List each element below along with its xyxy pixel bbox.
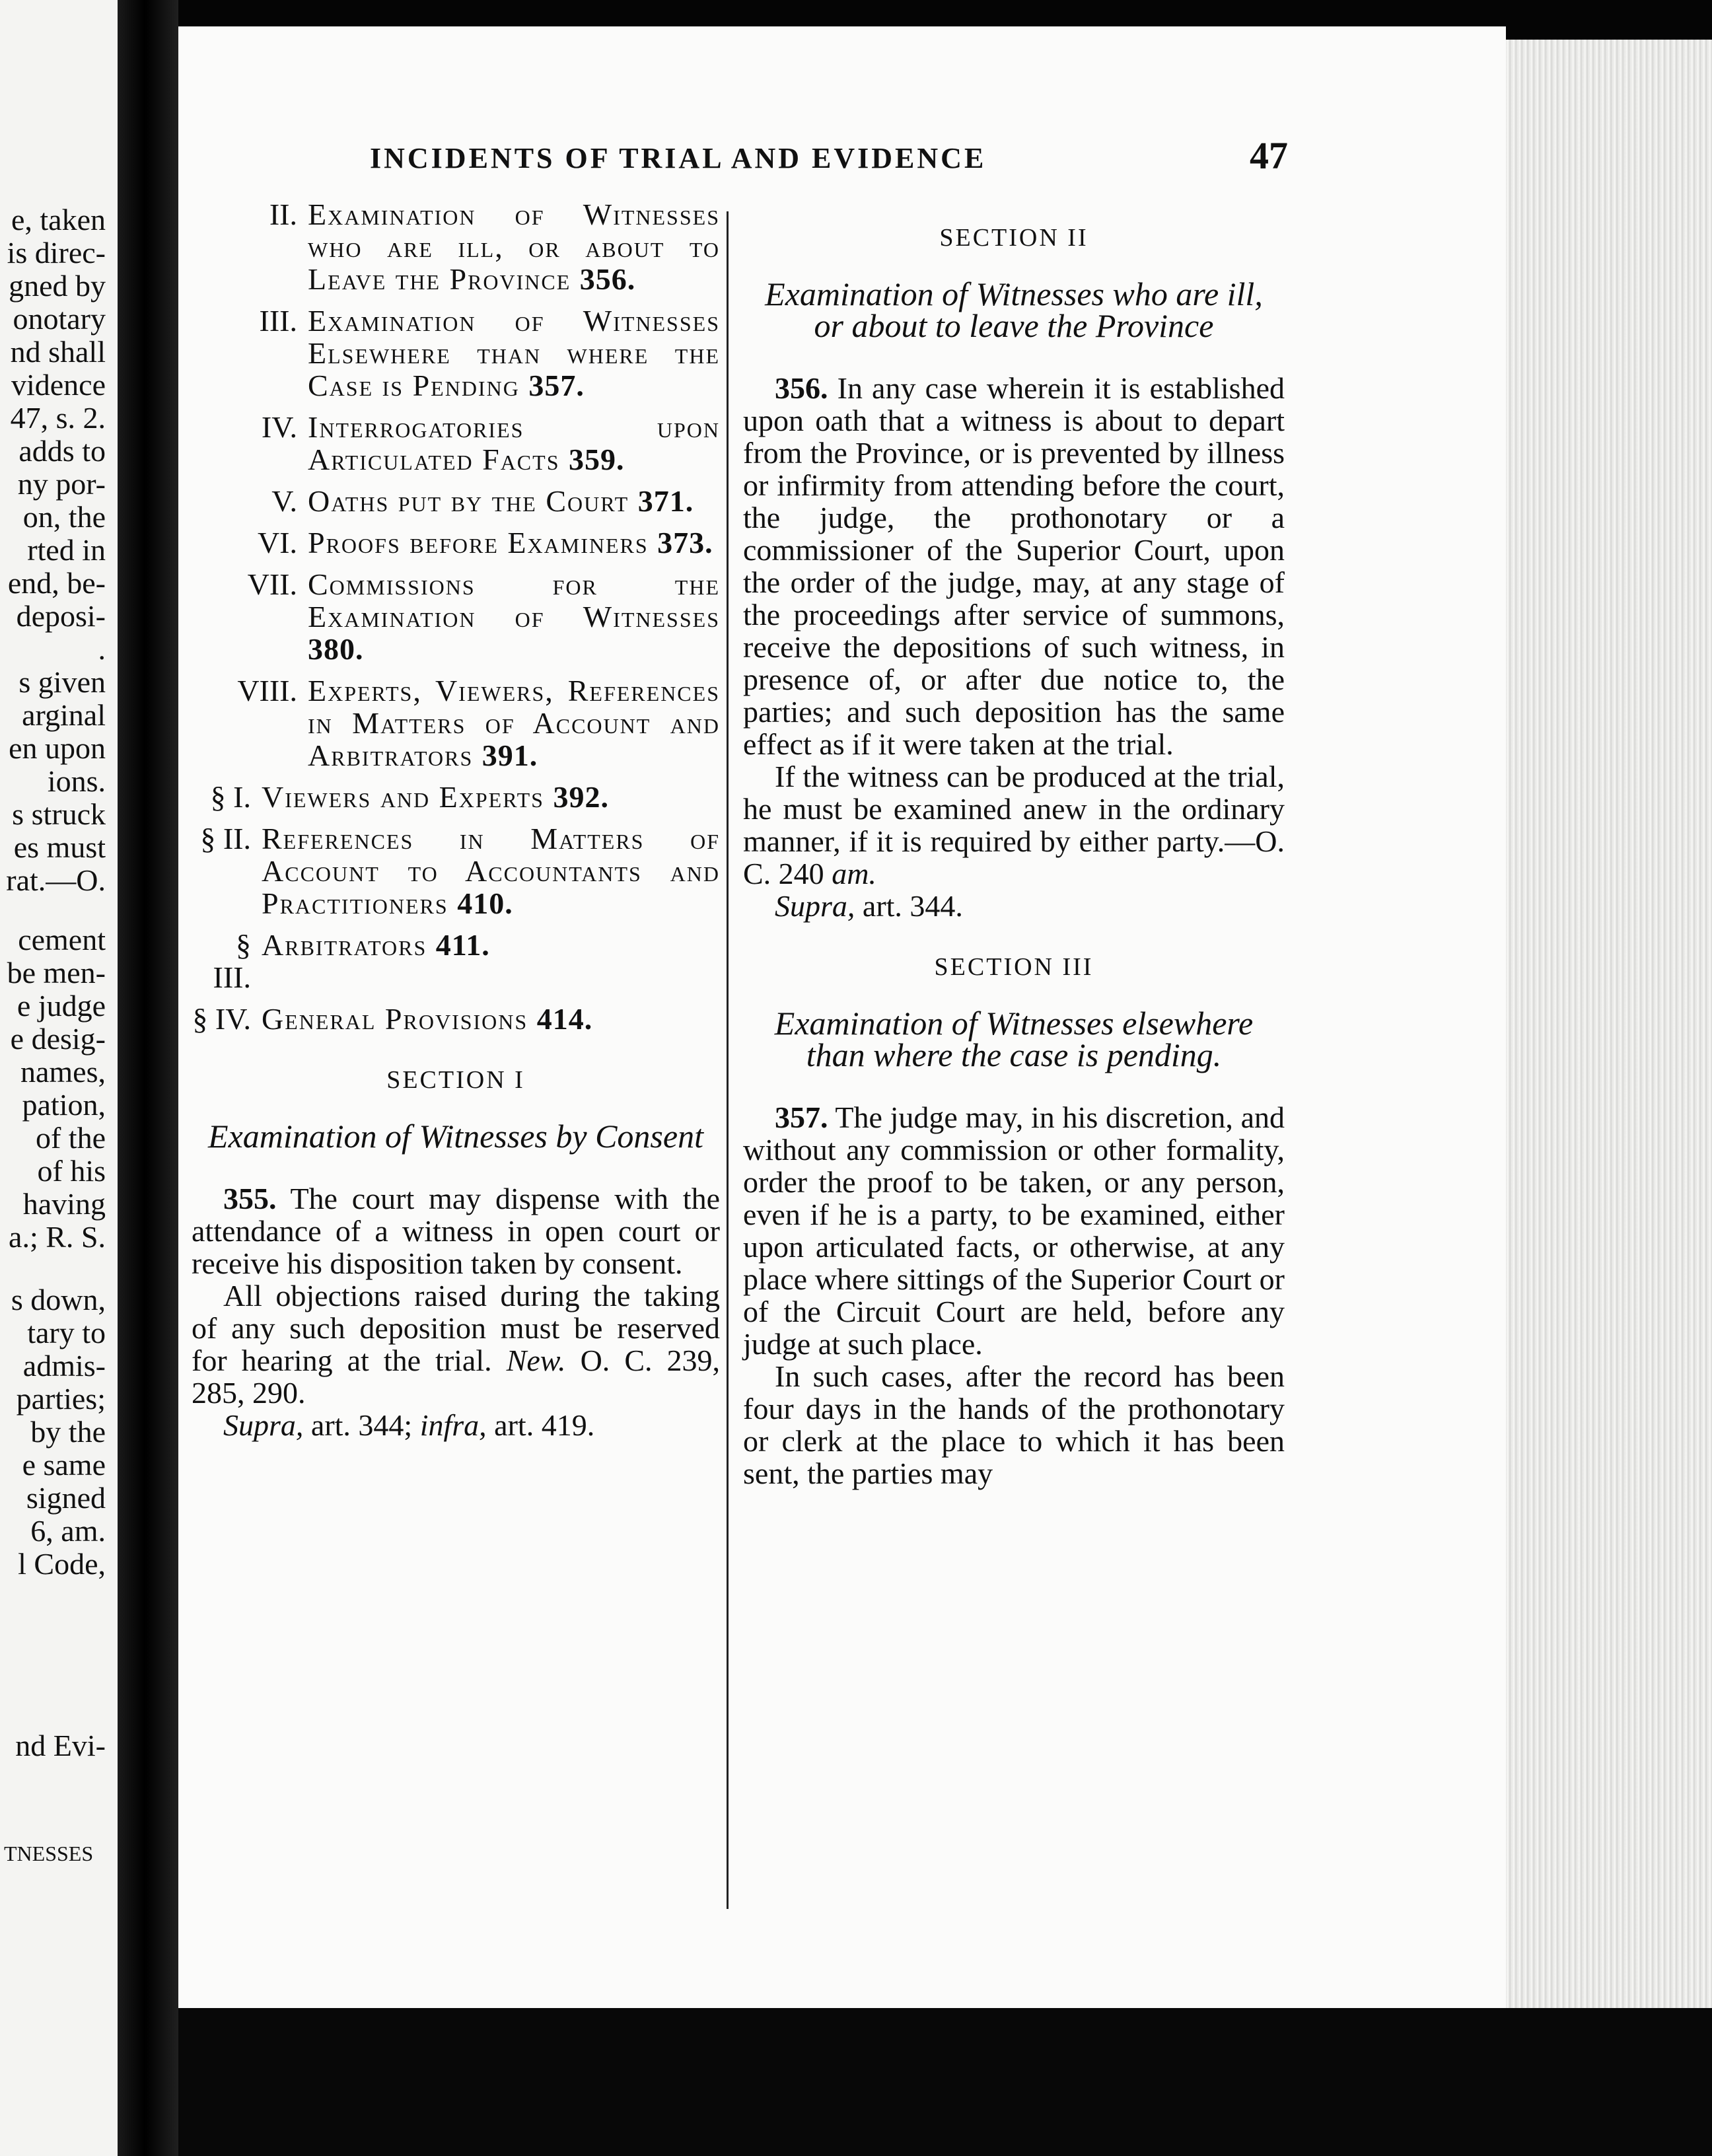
- contents-entry-title: Arbitrators: [262, 928, 427, 962]
- section-label: SECTION I: [386, 1066, 525, 1094]
- left-page-fragment: parties;: [16, 1382, 106, 1416]
- contents-entry-article: 410.: [457, 886, 513, 920]
- article-text: The judge may, in his discretion, and without any commission or other formality, order the proof to be taken, or any person, even if he is a party, to be examined, either upon articulated facts, or otherwise, at any place where sittings of the Superior Court or of the Circuit Court are held, before any judge at such place.: [743, 1100, 1285, 1361]
- left-page-fragment: onotary: [13, 302, 106, 336]
- left-page-fragment: e desig-: [10, 1022, 106, 1056]
- contents-entry-article: 414.: [536, 1002, 593, 1036]
- contents-entry: [192, 568, 720, 665]
- contents-list: [192, 198, 720, 772]
- article-paragraph: [192, 1279, 720, 1409]
- left-page-fragment: end, be-: [7, 566, 106, 600]
- article-paragraph: [743, 760, 1285, 890]
- page-number: 47: [1250, 134, 1288, 177]
- contents-entry: [192, 305, 720, 402]
- left-page-fragment: is direc-: [7, 236, 106, 270]
- right-column: [743, 198, 1285, 1490]
- contents-entry-article: 392.: [553, 780, 609, 814]
- left-page-fragment: s given: [18, 665, 106, 699]
- citation: O. C. 239, 285, 290.: [192, 1344, 721, 1410]
- left-page-fragment: of the: [35, 1121, 106, 1155]
- cross-reference: [192, 1409, 720, 1441]
- left-column: [192, 198, 720, 1441]
- citation-italic: infra,: [419, 1408, 487, 1442]
- citation-italic: Supra,: [223, 1408, 304, 1442]
- left-page-fragment: 6, am.: [30, 1514, 106, 1548]
- contents-entry-title: General Provisions: [262, 1002, 528, 1036]
- left-page-fragment: .: [98, 632, 106, 666]
- contents-entry: [192, 781, 720, 813]
- left-page-fragment: TNESSES: [4, 1842, 94, 1865]
- left-page-fragment: nd shall: [10, 335, 106, 369]
- contents-entry-body: [262, 781, 720, 813]
- article-paragraph: [192, 1182, 720, 1279]
- left-page-fragment: vidence: [11, 368, 106, 402]
- left-page-fragment: deposi-: [16, 599, 106, 633]
- cross-reference: [743, 890, 1285, 922]
- contents-entry-number: § I.: [210, 780, 251, 814]
- left-page-fragment: gned by: [9, 269, 106, 303]
- citation-italic: New.: [506, 1344, 566, 1377]
- article-number: 355.: [223, 1182, 277, 1215]
- left-page-fragment: admis-: [22, 1349, 106, 1383]
- left-page-fragment: a.; R. S.: [9, 1220, 106, 1254]
- article-text: In any case wherein it is established upon oath that a witness is about to depart from the Province, or is prevented by illness or infirmity from attending before the court, the judge, the prothonotary or a commissioner of the Superior Court, upon the order of the judge, may, at any stage of the proceedings after service of summons, receive the depositions of such witness, in presence of, or after due notice to, the parties; and such deposition has the same effect as if it were taken at the trial.: [743, 371, 1285, 761]
- contents-entry-number: § III.: [213, 928, 251, 994]
- contents-entry-number: VI.: [257, 526, 297, 559]
- article-number: 356.: [775, 371, 828, 405]
- contents-entry-number: VIII.: [237, 674, 297, 707]
- left-page-fragment: e same: [22, 1448, 106, 1482]
- left-page-fragment: cement: [18, 923, 106, 956]
- left-page-fragment: rat.—O.: [6, 863, 106, 897]
- citation-italic: Supra,: [775, 889, 855, 923]
- left-page-fragment: tary to: [27, 1316, 106, 1349]
- contents-entry-article: 356.: [579, 262, 636, 296]
- contents-entry: [192, 411, 720, 476]
- left-page-fragment: signed: [26, 1481, 106, 1515]
- article-text: If the witness can be produced at the trial, he must be examined anew in the ordinary manner, if it is required by either party.—O. C. 240: [743, 760, 1285, 890]
- left-page-fragment: e judge: [17, 989, 106, 1023]
- article-text: The court may dispense with the attendance of a witness in open court or receive his disposition taken by consent.: [192, 1182, 720, 1280]
- contents-entry-body: [308, 674, 720, 772]
- left-page-fragment: arginal: [22, 698, 106, 732]
- contents-entry: [192, 526, 720, 559]
- contents-entry-body: [308, 526, 720, 559]
- section-title: Examination of Witnesses elsewhere than where the case is pending.: [774, 1005, 1254, 1073]
- citation: art. 344;: [310, 1408, 413, 1442]
- section-title: Examination of Witnesses by Consent: [208, 1118, 703, 1155]
- contents-entry: [192, 485, 720, 517]
- contents-entry-number: § II.: [200, 822, 251, 855]
- left-page-fragment: s struck: [12, 797, 106, 831]
- left-page-fragment: es must: [13, 830, 106, 864]
- citation-italic: am.: [832, 857, 876, 890]
- left-page-fragment: names,: [20, 1055, 106, 1089]
- contents-entry-number: § IV.: [192, 1002, 251, 1036]
- book-gutter: [118, 0, 178, 2156]
- left-page-fragment: ions.: [47, 764, 106, 798]
- page-header: [370, 132, 1308, 185]
- contents-entry-article: 380.: [308, 632, 364, 666]
- article-paragraph: [743, 372, 1285, 760]
- contents-entry-number: V.: [271, 484, 297, 518]
- contents-entry-number: III.: [259, 304, 297, 338]
- contents-entry-title: Interrogatories upon Articulated Facts: [308, 410, 720, 476]
- left-page-fragment: l Code,: [18, 1547, 106, 1581]
- article-paragraph: [743, 1101, 1285, 1360]
- left-page-fragment: on, the: [22, 500, 106, 534]
- contents-entry-article: 359.: [569, 443, 625, 476]
- contents-entry-body: [308, 568, 720, 665]
- contents-entry-article: 391.: [482, 738, 538, 772]
- left-page-fragment: pation,: [22, 1088, 106, 1122]
- contents-entry: [192, 198, 720, 295]
- contents-entry-title: References in Matters of Account to Accountants and Practitioners: [262, 822, 720, 920]
- contents-entry-article: 357.: [528, 369, 585, 402]
- page-stack-edge: [1506, 40, 1712, 2008]
- contents-entry-article: 411.: [435, 928, 490, 962]
- contents-sublist: [192, 781, 720, 1035]
- citation: art. 419.: [494, 1408, 595, 1442]
- contents-entry-title: Experts, Viewers, References in Matters of Account and Arbitrators: [308, 674, 720, 772]
- column-divider: [727, 211, 729, 1909]
- contents-entry-number: IV.: [261, 410, 297, 444]
- left-page-fragment: 47, s. 2.: [10, 401, 106, 435]
- contents-entry-title: Commissions for the Examination of Witnesses: [308, 567, 720, 633]
- article-text: All objections raised during the taking of any such deposition must be reserved for hearing at the trial.: [192, 1279, 720, 1377]
- left-page-fragment: having: [22, 1187, 106, 1221]
- contents-entry-title: Examination of Witnesses Elsewhere than where the Case is Pending: [308, 304, 720, 402]
- contents-entry-body: [308, 305, 720, 402]
- left-page-fragment: nd Evi-: [15, 1729, 106, 1762]
- left-page-fragment: e, taken: [11, 203, 106, 236]
- left-page-fragment: en upon: [9, 731, 106, 765]
- left-page-fragment: adds to: [18, 434, 106, 468]
- article-number: 357.: [775, 1100, 828, 1134]
- contents-entry-body: [308, 411, 720, 476]
- section-title: Examination of Witnesses who are ill, or about to leave the Province: [765, 275, 1263, 344]
- contents-entry-title: Examination of Witnesses who are ill, or about to Leave the Province: [308, 198, 720, 296]
- left-page-fragment: by the: [30, 1415, 106, 1449]
- article-paragraph: [743, 1360, 1285, 1490]
- contents-entry-number: II.: [269, 198, 297, 231]
- contents-entry-body: [262, 929, 720, 993]
- scan-background: [178, 2008, 1712, 2156]
- left-page-fragment: s down,: [11, 1283, 106, 1316]
- contents-entry: [192, 822, 720, 919]
- contents-entry-body: [308, 485, 720, 517]
- citation: art. 344.: [862, 889, 963, 923]
- section-label: SECTION II: [939, 224, 1088, 252]
- contents-entry-article: 371.: [637, 484, 694, 518]
- left-page-fragment: be men-: [7, 956, 106, 989]
- contents-entry-title: Proofs before Examiners: [308, 526, 649, 559]
- contents-entry-article: 373.: [657, 526, 713, 559]
- running-head: INCIDENTS OF TRIAL AND EVIDENCE: [370, 142, 987, 174]
- contents-entry-body: [308, 198, 720, 295]
- previous-page-edge: [0, 0, 118, 2156]
- section-label: SECTION III: [934, 953, 1094, 981]
- contents-entry: [192, 1003, 720, 1035]
- contents-entry-body: [262, 822, 720, 919]
- contents-entry-title: Viewers and Experts: [262, 780, 544, 814]
- article-text: In such cases, after the record has been four days in the hands of the prothonotary or clerk at the place to which it has been sent, the parties may: [743, 1359, 1285, 1490]
- left-page-fragment: ny por-: [17, 467, 106, 501]
- contents-entry-body: [262, 1003, 720, 1035]
- left-page-fragment: rted in: [27, 533, 106, 567]
- left-page-fragment: of his: [37, 1154, 106, 1188]
- contents-entry-title: Oaths put by the Court: [308, 484, 629, 518]
- contents-entry: [192, 674, 720, 772]
- contents-entry-number: VII.: [247, 567, 297, 601]
- contents-entry: [192, 929, 720, 993]
